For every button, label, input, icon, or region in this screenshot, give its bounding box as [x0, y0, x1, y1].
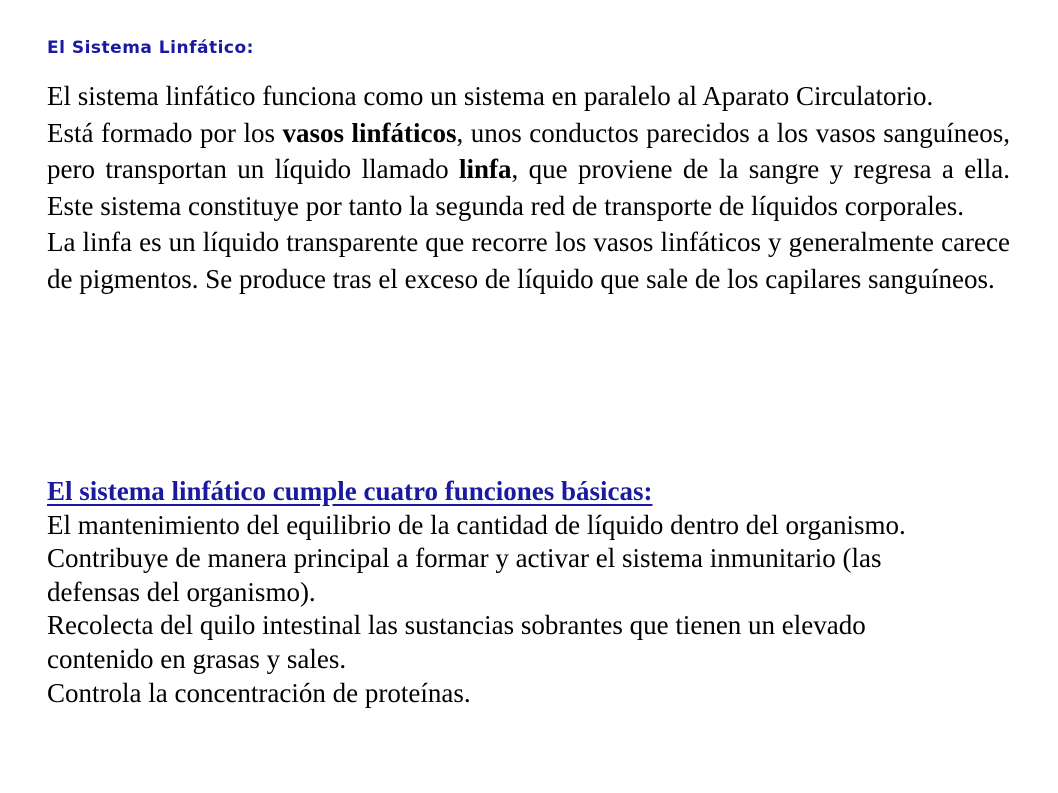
intro-paragraph-2-text-3: , que proviene de la sangre y regresa a ella. Este sistema constituye por tanto la segunda red de transporte de líquidos corporales. [47, 154, 1010, 221]
functions-heading: El sistema linfático cumple cuatro funciones básicas: [47, 476, 653, 506]
function-item-quilo: Recolecta del quilo intestinal las sustancias sobrantes que tienen un elevado contenido en grasas y sales. [47, 610, 866, 674]
intro-paragraph-2-text-1: Está formado por los [47, 117, 283, 148]
functions-section [47, 475, 1010, 710]
function-item-equilibrio: El mantenimiento del equilibrio de la cantidad de líquido dentro del organismo. [47, 509, 906, 540]
intro-paragraph-2-text-2: , unos conductos parecidos a los vasos sanguíneos, pero transportan un líquido llamado [47, 117, 1011, 184]
function-item-proteinas: Controla la concentración de proteínas. [47, 677, 471, 708]
function-item-inmunitario: Contribuye de manera principal a formar y activar el sistema inmunitario (las defensas del organismo). [47, 543, 882, 607]
intro-paragraph-2 [47, 115, 1010, 225]
term-linfa: linfa [458, 154, 512, 184]
intro-paragraph-3: La linfa es un líquido transparente que recorre los vasos linfáticos y generalmente carece de pigmentos. Se produce tras el exceso de líquido que sale de los capilares sanguíneos. [47, 227, 1010, 294]
intro-section [47, 78, 1010, 297]
intro-paragraph-1: El sistema linfático funciona como un sistema en paralelo al Aparato Circulatorio. [47, 81, 934, 111]
slide-title: El Sistema Linfático: [47, 38, 254, 58]
functions-list [47, 509, 1010, 711]
term-vasos-linfaticos: vasos linfáticos [282, 117, 457, 148]
